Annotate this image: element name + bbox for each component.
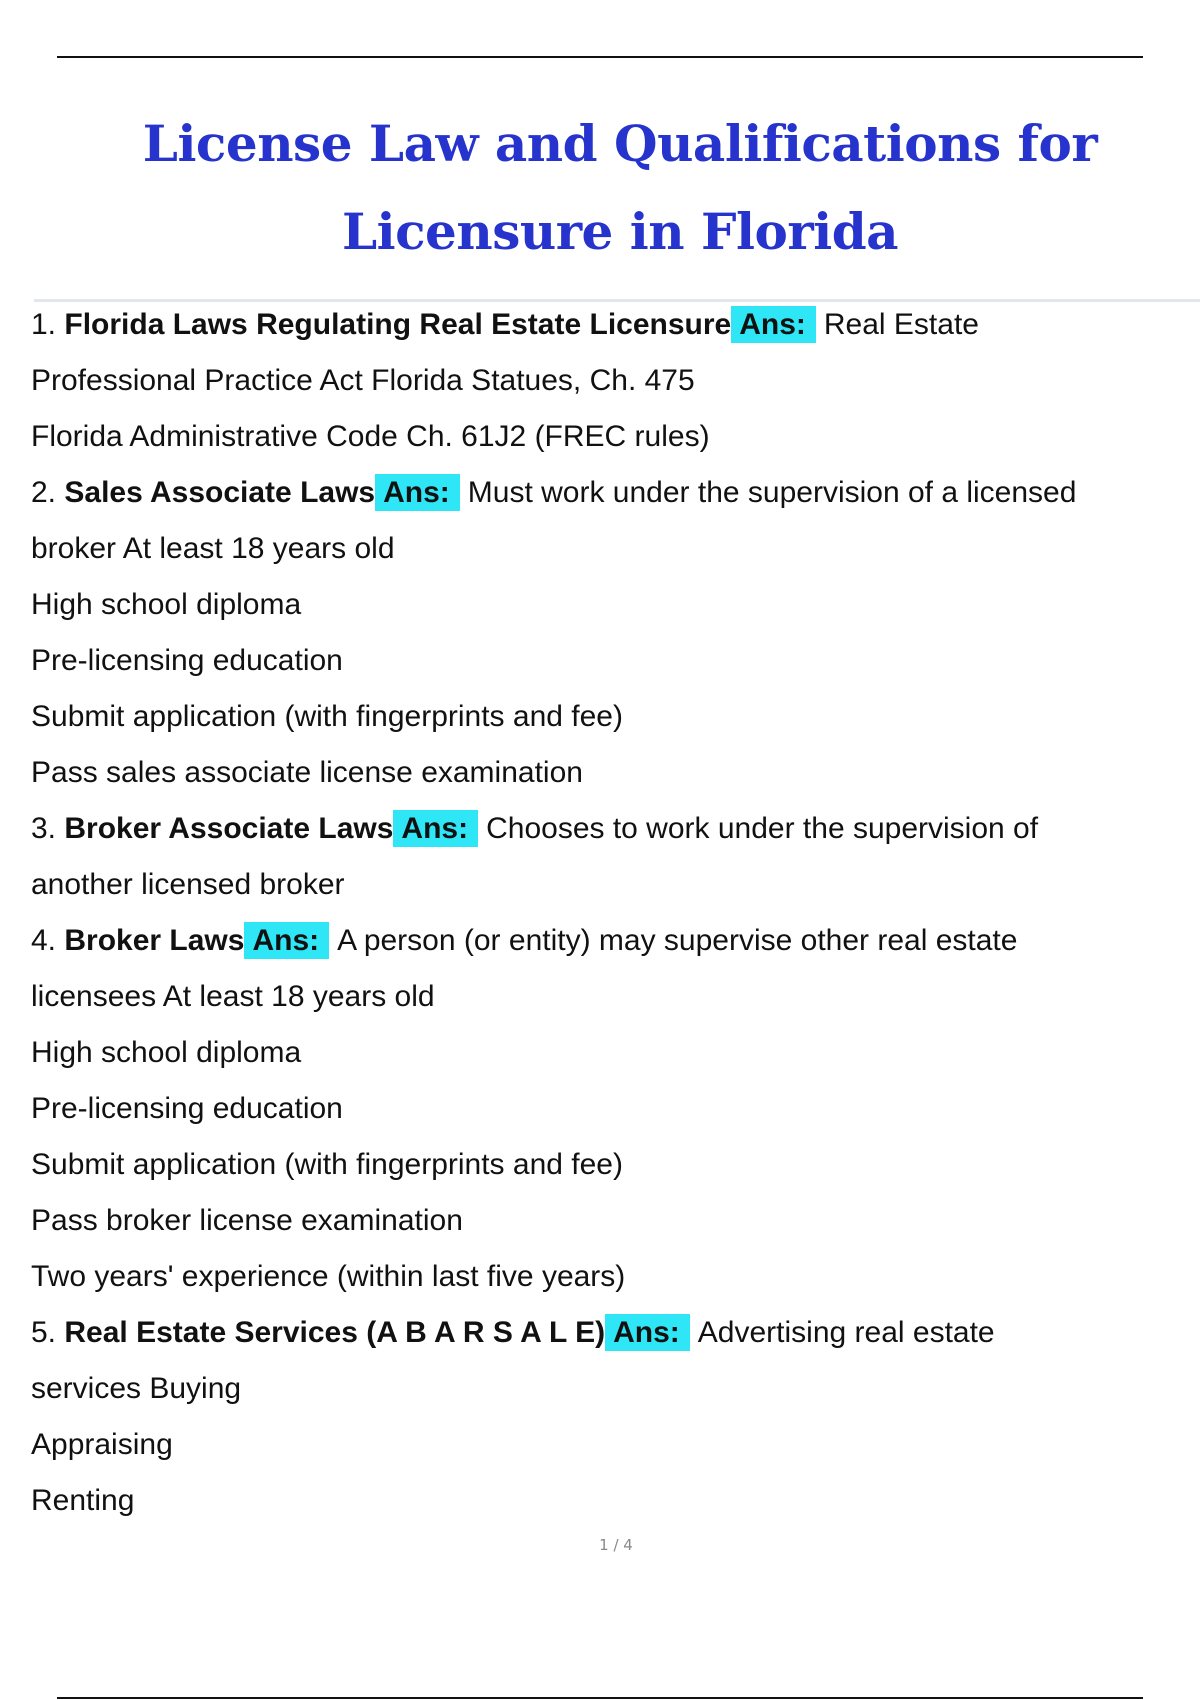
answer-line: Pre-licensing education: [31, 1092, 343, 1125]
answer-label: Ans:: [375, 474, 460, 511]
page-number: 1 / 4: [599, 1536, 633, 1554]
answer-line: Pre-licensing education: [31, 644, 343, 677]
qa-item-line: [31, 465, 1181, 521]
answer-line: Pass sales associate license examination: [31, 756, 583, 789]
question-text: Broker Associate Laws: [64, 812, 394, 845]
answer-text: A person (or entity) may supervise other real estate: [337, 924, 1018, 957]
top-rule: [57, 56, 1143, 58]
answer-label: Ans:: [605, 1314, 690, 1351]
answer-text: Real Estate: [823, 308, 979, 341]
question-text: Florida Laws Regulating Real Estate Licensure: [64, 308, 732, 341]
item-number: 3.: [31, 812, 57, 845]
item-number: 2.: [31, 476, 57, 509]
answer-line: licensees At least 18 years old: [31, 980, 435, 1013]
answer-line: another licensed broker: [31, 868, 345, 901]
qa-item-line: [31, 913, 1181, 969]
question-text: Sales Associate Laws: [64, 476, 376, 509]
qa-list: [31, 297, 1181, 1529]
document-title: License Law and Qualifications for Licensure in Florida: [142, 114, 1098, 261]
answer-line: Renting: [31, 1484, 135, 1517]
answer-text: Advertising real estate: [697, 1316, 995, 1349]
answer-line: Two years' experience (within last five years): [31, 1260, 626, 1293]
qa-item-line: [31, 801, 1181, 857]
answer-line: broker At least 18 years old: [31, 532, 395, 565]
item-number: 4.: [31, 924, 57, 957]
answer-line: Pass broker license examination: [31, 1204, 463, 1237]
answer-line: Florida Administrative Code Ch. 61J2 (FREC rules): [31, 420, 710, 453]
answer-text: Must work under the supervision of a licensed: [467, 476, 1077, 509]
bottom-rule: [57, 1697, 1143, 1699]
answer-line: High school diploma: [31, 1036, 302, 1069]
answer-label: Ans:: [393, 810, 478, 847]
answer-label: Ans:: [244, 922, 329, 959]
answer-label: Ans:: [731, 306, 816, 343]
answer-line: Professional Practice Act Florida Statues, Ch. 475: [31, 364, 695, 397]
question-text: Real Estate Services (A B A R S A L E): [64, 1316, 606, 1349]
qa-item-line: [31, 297, 1181, 353]
item-number: 1.: [31, 308, 57, 341]
item-number: 5.: [31, 1316, 57, 1349]
qa-item-line: [31, 1305, 1181, 1361]
answer-line: services Buying: [31, 1372, 242, 1405]
answer-text: Chooses to work under the supervision of: [486, 812, 1039, 845]
answer-line: High school diploma: [31, 588, 302, 621]
answer-line: Submit application (with fingerprints and fee): [31, 1148, 623, 1181]
answer-line: Appraising: [31, 1428, 173, 1461]
question-text: Broker Laws: [64, 924, 245, 957]
answer-line: Submit application (with fingerprints and fee): [31, 700, 623, 733]
